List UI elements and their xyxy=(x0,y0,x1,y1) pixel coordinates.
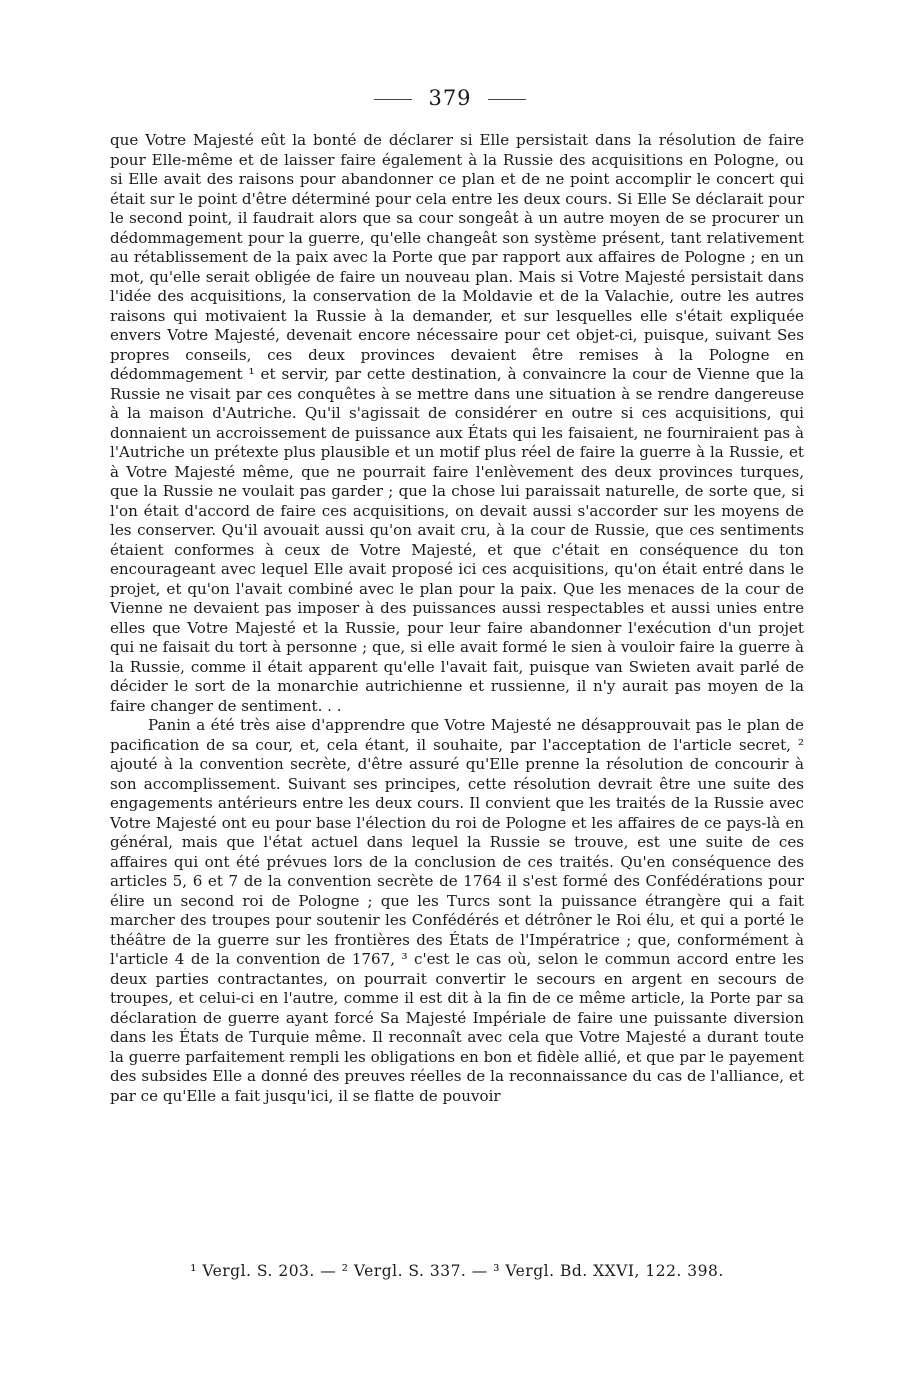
page-number: 379 xyxy=(428,86,472,110)
body-text xyxy=(110,131,804,1106)
paragraph-2: Panin a été très aise d'apprendre que Votre Majesté ne désapprouvait pas le plan de pacification de sa cour, et, cela étant, il souhaite, par l'acceptation de l'article secret, ² ajouté à la convention secrète, d'être assuré qu'Elle prenne la résolution de concourir à son accomplissement. Suivant ses principes, cette résolution devrait être une suite des engagements antérieurs entre les deux cours. Il convient que les traités de la Russie avec Votre Majesté ont eu pour base l'élection du roi de Pologne et les affaires de ce pays-là en général, mais que l'état actuel dans lequel la Russie se trouve, est une suite de ces affaires qui ont été prévues lors de la conclusion de ces traités. Qu'en conséquence des articles 5, 6 et 7 de la convention secrète de 1764 il s'est formé des Confédérations pour élire un second roi de Pologne ; que les Turcs sont la puissance étrangère qui a fait marcher des troupes pour soutenir les Confédérés et détrôner le Roi élu, et qui a porté le théâtre de la guerre sur les frontières des États de l'Impératrice ; que, conformément à l'article 4 de la convention de 1767, ³ c'est le cas où, selon le commun accord entre les deux parties contractantes, on pourrait convertir le secours en argent en secours de troupes, et celui-ci en l'autre, comme il est dit à la fin de ce même article, la Porte par sa déclaration de guerre ayant forcé Sa Majesté Impériale de faire une puissante diversion dans les États de Turquie même. Il reconnaît avec cela que Votre Majesté a durant toute la guerre parfaitement rempli les obligations en bon et fidèle allié, et que par le payement des subsides Elle a donné des preuves réelles de la reconnaissance du cas de l'alliance, et par ce qu'Elle a fait jusqu'ici, il se flatte de pouvoir xyxy=(110,716,804,1105)
footnotes: ¹ Vergl. S. 203. — ² Vergl. S. 337. — ³ Vergl. Bd. XXVI, 122. 398. xyxy=(190,1262,724,1280)
paragraph-1: que Votre Majesté eût la bonté de déclarer si Elle persistait dans la résolution de faire pour Elle-même et de laisser faire également à la Russie des acquisitions en Pologne, ou si Elle avait des raisons pour abandonner ce plan et de ne point accomplir le concert qui était sur le point d'être déterminé pour cela entre les deux cours. Si Elle Se déclarait pour le second point, il faudrait alors que sa cour songeât à un autre moyen de se procurer un dédommagement pour la guerre, qu'elle changeât son système présent, tant relativement au rétablissement de la paix avec la Porte que par rapport aux affaires de Pologne ; en un mot, qu'elle serait obligée de faire un nouveau plan. Mais si Votre Majesté persistait dans l'idée des acquisitions, la conservation de la Moldavie et de la Valachie, outre les autres raisons qui motivaient la Russie à la demander, et sur lesquelles elle s'était expliquée envers Votre Majesté, devenait encore nécessaire pour cet objet-ci, puisque, suivant Ses propres conseils, ces deux provinces devaient être remises à la Pologne en dédommagement ¹ et servir, par cette destination, à convaincre la cour de Vienne que la Russie ne visait par ces conquêtes à se mettre dans une situation à se rendre dangereuse à la maison d'Autriche. Qu'il s'agissait de considérer en outre si ces acquisitions, qui donnaient un accroissement de puissance aux États qui les faisaient, ne fourniraient pas à l'Autriche un prétexte plus plausible et un motif plus réel de faire la guerre à la Russie, et à Votre Majesté même, que ne pourrait faire l'enlèvement des deux provinces turques, que la Russie ne voulait pas garder ; que la chose lui paraissait naturelle, de sorte que, si l'on était d'accord de faire ces acquisitions, on devait aussi s'accorder sur les moyens de les conserver. Qu'il avouait aussi qu'on avait cru, à la cour de Russie, que ces sentiments étaient conformes à ceux de Votre Majesté, et que c'était en conséquence du ton encourageant avec lequel Elle avait proposé ici ces acquisitions, qu'on était entré dans le projet, et qu'on l'avait combiné avec le plan pour la paix. Que les menaces de la cour de Vienne ne devaient pas imposer à des puissances aussi respectables et aussi unies entre elles que Votre Majesté et la Russie, pour leur faire abandonner l'exécution d'un projet qui ne faisait du tort à personne ; que, si elle avait formé le sien à vouloir faire la guerre à la Russie, comme il était apparent qu'elle l'avait fait, puisque van Swieten avait parlé de décider le sort de la monarchie autrichienne et russienne, il n'y aurait pas moyen de la faire changer de sentiment. . . xyxy=(110,131,804,715)
header-rule-left xyxy=(374,99,412,100)
page-header xyxy=(0,86,900,110)
header-rule-right xyxy=(488,99,526,100)
